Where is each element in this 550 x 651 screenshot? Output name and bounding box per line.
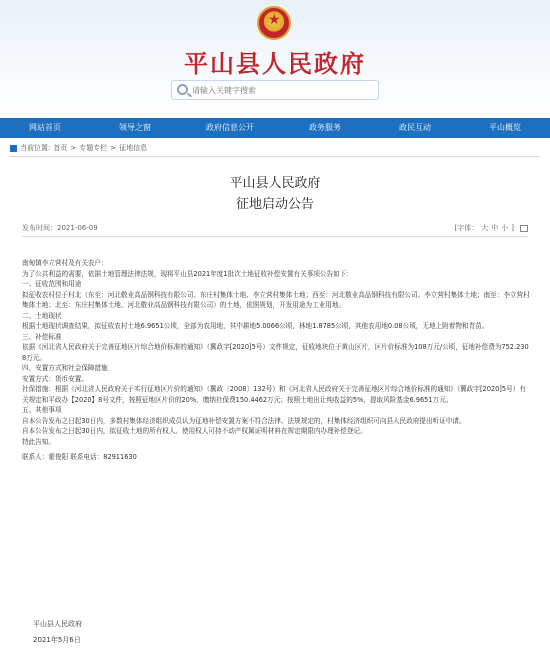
paragraph: 特此告知。 [22, 437, 55, 446]
nav-info-disclosure[interactable]: 政府信息公开 [206, 123, 254, 132]
article-title-issuer: 平山县人民政府 [229, 176, 321, 191]
font-size-close: ] [511, 224, 514, 232]
font-small-button[interactable]: 小 [501, 224, 509, 232]
section-heading: 五、其他事项 [22, 406, 62, 414]
font-size-label: [字体： [454, 224, 479, 232]
sign-date: 2021年5月6日 [33, 636, 81, 644]
nav-home[interactable]: 网站首页 [29, 123, 61, 132]
salutation: 南甸镇李立营村及有关农户： [22, 259, 108, 267]
breadcrumb-sep: > [70, 144, 77, 152]
section-heading: 一、征收范围和用途 [22, 280, 82, 288]
nav-services[interactable]: 政务服务 [309, 123, 341, 132]
section-heading: 三、补偿标准 [22, 332, 62, 341]
site-title: 平山县人民政府 [184, 49, 366, 78]
paragraph: 社保措施：根据《河北省人民政府关于实行征地区片价的通知》（冀政〔2008〕132号）和《河北省人民政府关于完善征地区片综合地价标准的通知》（冀政字[2020]5号）有关规定和平政办【2020】8号文件，按照征地区片价的20%，缴纳社保费150.4462万元；按照土地出让纯收益的5%，提取风险基金6.9651万元。 [22, 385, 526, 404]
section-heading: 四、安置方式和社会保障措施 [22, 364, 108, 372]
breadcrumb-special[interactable]: 专题专栏 [79, 144, 108, 152]
paragraph: 为了公共利益的需要，依据土地管理法律法规，现将平山县2021年度1批次土地征收补偿安置有关事项公告如下： [22, 269, 353, 278]
paragraph: 根据土地现状调查结果，拟征收农村土地6.9651公顷，全部为农用地，其中耕地5.0066公顷，林地1.8785公顷，其他农用地0.08公顷，无地上附着物和青苗。 [22, 322, 489, 330]
paragraph: 拟征收农村位于村北（东至：河北敬业高品钢科技有限公司、东庄村集体土地、李立营村集体土地；西至：河北敬业高品钢科技有限公司、李立营村集体土地；南至：李立营村集体土地；北至：东庄村集体土地、河北敬业高品钢科技有限公司）的土地，依照规划，开发用途为工业用地。 [22, 290, 530, 309]
contact-info: 联系人：霍俊阳 联系电话：82911630 [22, 453, 137, 461]
paragraph: 依据《河北省人民政府关于完善征地区片综合地价标准的通知》（冀政字[2020]5号）文件规定，征收地块位于黄山区片，区片价标准为108万元/公顷，征地补偿费为752.2308万元。 [22, 343, 529, 362]
breadcrumb-label: 当前位置: [20, 144, 51, 152]
nav-overview[interactable]: 平山概览 [489, 123, 521, 132]
nav-leaders[interactable]: 领导之窗 [119, 123, 151, 132]
search-input[interactable] [192, 82, 372, 98]
article-title: 征地启动公告 [235, 197, 314, 212]
nav-interaction[interactable]: 政民互动 [399, 123, 431, 132]
paragraph: 自本公告发布之日起30日内，多数村集体经济组织成员认为征地补偿安置方案不符合法律、法规规定的，村集体经济组织可向县人民政府提出听证申请。 [22, 416, 466, 425]
divider [22, 236, 528, 237]
article-body [22, 258, 530, 463]
signature: 平山县人民政府 [33, 620, 82, 628]
font-large-button[interactable]: 大 [481, 224, 489, 232]
font-medium-button[interactable]: 中 [491, 224, 499, 232]
divider [10, 156, 540, 157]
publish-meta [22, 223, 98, 233]
breadcrumb-land-info[interactable]: 征地信息 [119, 144, 148, 152]
section-heading: 二、土地现状 [22, 311, 62, 320]
breadcrumb-sep: > [110, 144, 117, 152]
publish-date-label: 发布时间： [22, 224, 57, 232]
site-header [0, 0, 550, 118]
national-emblem-icon [257, 6, 291, 40]
font-size-switcher [455, 223, 528, 233]
paragraph: 安置方式：货币安置。 [22, 374, 88, 383]
print-icon[interactable] [520, 225, 528, 232]
main-nav [0, 118, 550, 138]
breadcrumb [10, 143, 147, 153]
paragraph: 自本公告发布之日起30日内，拟征收土地的所有权人、使用权人可持不动产权属证明材料在规定期限内办理补偿登记。 [22, 427, 367, 435]
breadcrumb-home[interactable]: 首页 [53, 144, 68, 152]
search-icon[interactable] [177, 84, 188, 95]
publish-date: 2021-06-09 [57, 224, 98, 232]
location-icon [10, 145, 17, 152]
search-box[interactable] [171, 80, 379, 100]
